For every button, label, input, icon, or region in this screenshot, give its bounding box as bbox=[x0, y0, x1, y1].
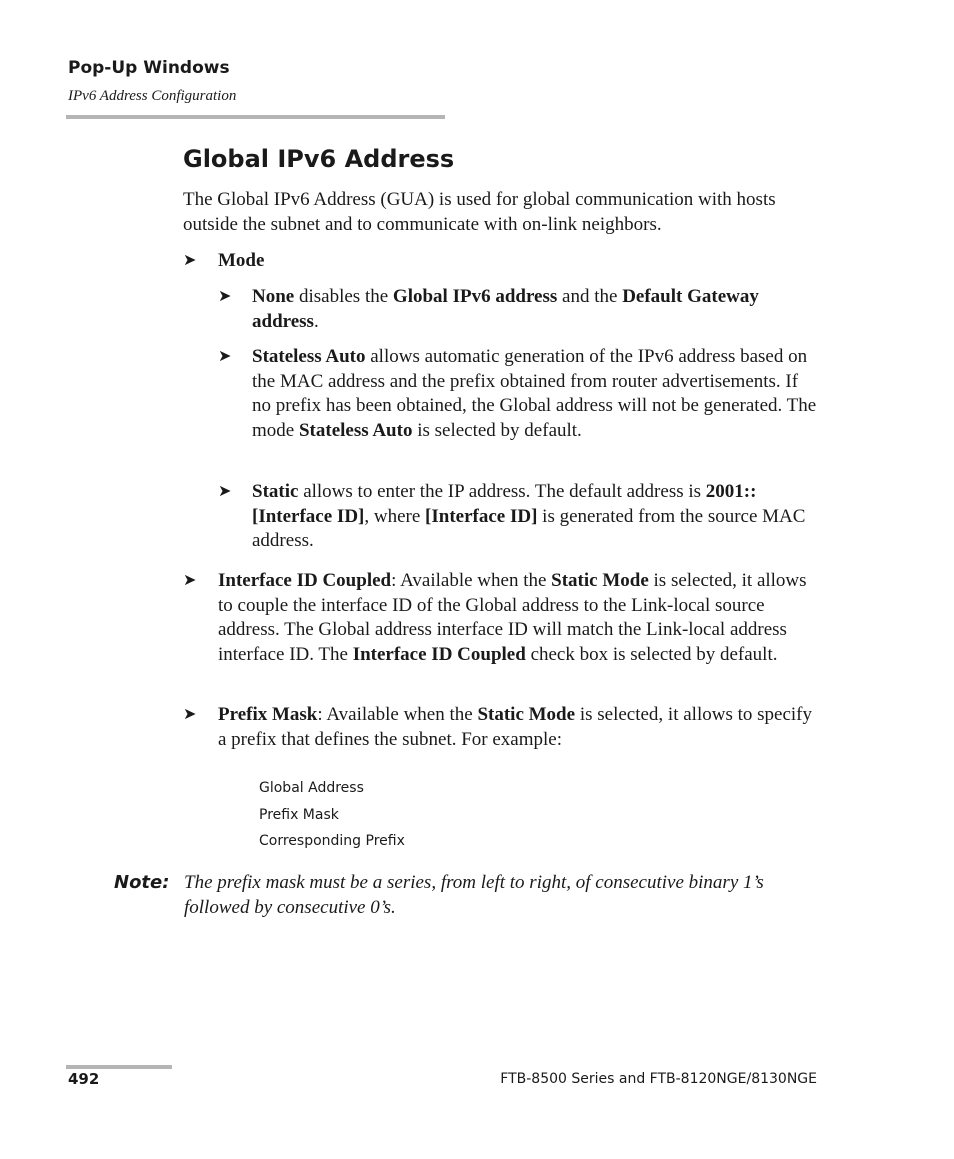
example-global-address: Global Address bbox=[259, 780, 364, 796]
footer-rule bbox=[66, 1065, 172, 1069]
mode-label: Mode bbox=[218, 250, 265, 271]
bullet-arrow-icon: ➤ bbox=[183, 252, 197, 269]
prefix-mask-text: Prefix Mask: Available when the Static Mode is selected, it allows to specify a prefix that defines the subnet. For example: bbox=[218, 704, 812, 750]
bullet-arrow-icon: ➤ bbox=[218, 348, 232, 365]
interface-id-text: Interface ID Coupled: Available when the Static Mode is selected, it allows to couple the interface ID of the Global address to the Link-local source address. The Global address interface ID will match the Link-local address interface ID. The Interface ID Coupled check box is selected by default. bbox=[218, 570, 807, 665]
header-rule bbox=[66, 115, 445, 119]
mode-none-text: None disables the Global IPv6 address and the Default Gateway address. bbox=[252, 286, 759, 332]
bullet-mode bbox=[183, 249, 823, 274]
example-corresponding-prefix: Corresponding Prefix bbox=[259, 833, 405, 849]
mode-stateless-text: Stateless Auto allows automatic generation of the IPv6 address based on the MAC address and the prefix obtained from router advertisements. If no prefix has been obtained, the Global address will not be generated. The mode Stateless Auto is selected by default. bbox=[252, 346, 817, 441]
bullet-interface-id-coupled bbox=[183, 569, 823, 693]
bullet-prefix-mask bbox=[183, 703, 823, 753]
page-number: 492 bbox=[68, 1070, 100, 1088]
running-header-section: Pop-Up Windows bbox=[68, 58, 230, 78]
mode-static-text: Static allows to enter the IP address. The default address is 2001::[Interface ID], where [Interface ID] is generated from the source MAC address. bbox=[252, 481, 806, 551]
bullet-mode-static bbox=[218, 480, 818, 555]
running-header-subsection: IPv6 Address Configuration bbox=[68, 88, 237, 104]
example-prefix-mask: Prefix Mask bbox=[259, 807, 339, 823]
bullet-mode-none bbox=[218, 285, 818, 335]
footer-product: FTB-8500 Series and FTB-8120NGE/8130NGE bbox=[500, 1071, 817, 1087]
page-title: Global IPv6 Address bbox=[183, 145, 455, 173]
bullet-arrow-icon: ➤ bbox=[218, 483, 232, 500]
bullet-arrow-icon: ➤ bbox=[218, 288, 232, 305]
note-label: Note: bbox=[114, 872, 170, 893]
bullet-arrow-icon: ➤ bbox=[183, 572, 197, 589]
intro-paragraph: The Global IPv6 Address (GUA) is used for global communication with hosts outside the subnet and to communicate with on-link neighbors. bbox=[183, 189, 776, 235]
bullet-mode-stateless-auto bbox=[218, 345, 818, 469]
note-text: The prefix mask must be a series, from left to right, of consecutive binary 1’s followed by consecutive 0’s. bbox=[184, 872, 764, 918]
bullet-arrow-icon: ➤ bbox=[183, 706, 197, 723]
